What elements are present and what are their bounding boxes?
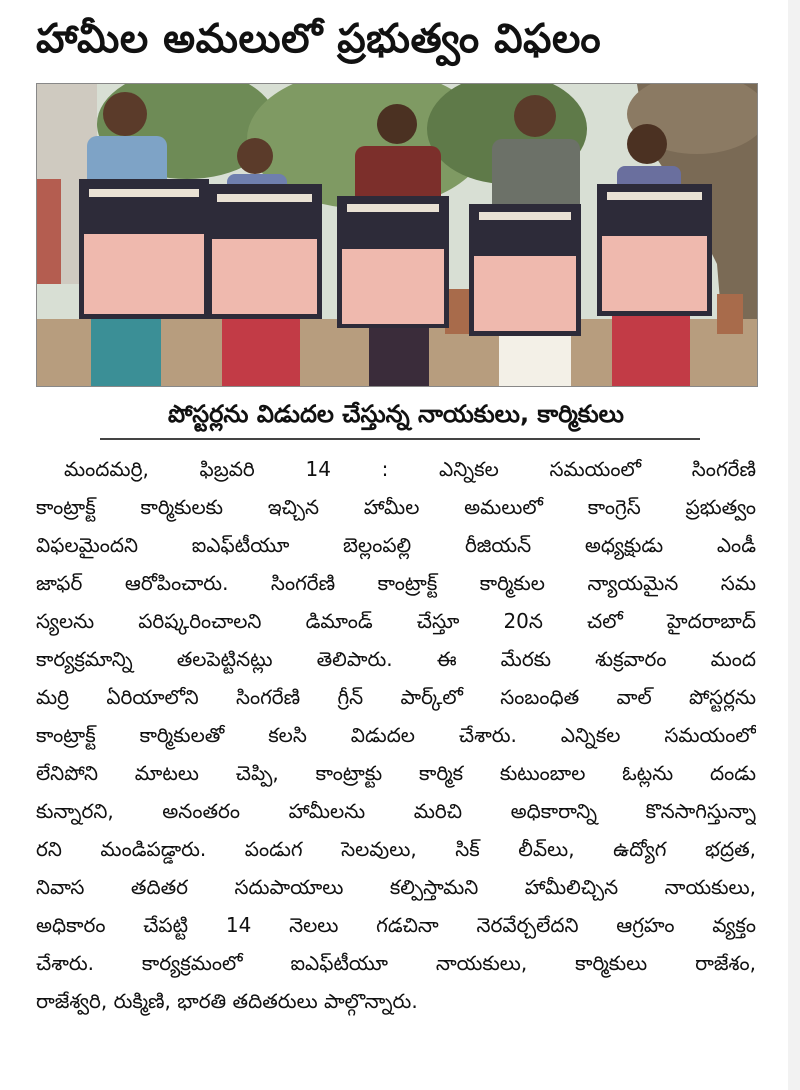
- plant-pot-right: [717, 294, 743, 334]
- poster-1-heading-strip: [89, 189, 199, 197]
- person-5-head: [627, 124, 667, 164]
- person-3-head: [377, 104, 417, 144]
- article-line: విఫలమైందని ఐఎఫ్‌టీయూ బెల్లంపల్లి రీజియన్ అధ్యక్షుడు ఎండీ: [36, 533, 756, 557]
- news-photo: [36, 83, 758, 387]
- poster-5-body: [602, 236, 707, 311]
- photo-caption: పోస్టర్లను విడుదల చేస్తున్న నాయకులు, కార్మికులు: [168, 400, 624, 428]
- page-edge: [788, 0, 800, 1090]
- article-line: రని మండిపడ్డారు. పండుగ సెలవులు, సిక్ లీవ్‌లు, ఉద్యోగ భద్రత,: [36, 837, 756, 861]
- poster-4: [469, 204, 581, 336]
- article-line: కాంట్రాక్ట్ కార్మికులతో కలసి విడుదల చేశారు. ఎన్నికల సమయంలో: [36, 723, 756, 747]
- article-line: అధికారం చేపట్టి 14 నెలలు గడచినా నెరవేర్చలేదని ఆగ్రహం వ్యక్తం: [36, 913, 756, 937]
- poster-3-body: [342, 249, 444, 324]
- person-1-skirt: [91, 314, 161, 386]
- poster-1: [79, 179, 209, 319]
- article-line: మర్రి ఏరియాలోని సింగరేణి గ్రీన్ పార్క్‌లో సంబంధిత వాల్ పోస్టర్లను: [36, 685, 756, 709]
- red-door: [37, 179, 61, 284]
- article-line: చేశారు. కార్యక్రమంలో ఐఎఫ్‌టీయూ నాయకులు, కార్మికులు రాజేశం,: [36, 951, 756, 975]
- poster-2: [207, 184, 322, 319]
- poster-1-body: [84, 234, 204, 314]
- article-line: కాంట్రాక్ట్ కార్మికులకు ఇచ్చిన హామీల అమలులో కాంగ్రెస్ ప్రభుత్వం: [36, 495, 756, 519]
- poster-4-body: [474, 256, 576, 331]
- article-line: రాజేశ్వరి, రుక్మిణి, భారతి తదితరులు పాల్గొన్నారు.: [36, 989, 418, 1013]
- poster-4-heading-strip: [479, 212, 571, 220]
- caption-divider: [100, 438, 700, 440]
- article-headline: హామీల అమలులో ప్రభుత్వం విఫలం: [36, 16, 602, 62]
- article-line: కార్యక్రమాన్ని తలపెట్టినట్లు తెలిపారు. ఈ మేరకు శుక్రవారం మంద: [36, 647, 756, 671]
- person-3-trousers: [369, 324, 429, 386]
- person-1-head: [103, 92, 147, 136]
- article-line: మందమర్రి, ఫిబ్రవరి 14 : ఎన్నికల సమయంలో సింగరేణి: [64, 457, 756, 481]
- photo-illustration: [37, 84, 757, 386]
- article-line: నివాస తదితర సదుపాయాలు కల్పిస్తామని హామీలిచ్చిన నాయకులు,: [36, 875, 756, 899]
- article-line: కున్నారని, అనంతరం హామీలను మరిచి అధికారాన్ని కొనసాగిస్తున్నా: [36, 799, 756, 823]
- poster-5-heading-strip: [607, 192, 702, 200]
- person-2-skirt: [222, 312, 300, 386]
- person-4-head: [514, 95, 556, 137]
- person-5-skirt: [612, 316, 690, 386]
- article-body: [36, 450, 756, 1020]
- poster-2-heading-strip: [217, 194, 312, 202]
- article-line: స్యలను పరిష్కరించాలని డిమాండ్ చేస్తూ 20న చలో హైదరాబాద్: [36, 609, 756, 633]
- person-2-head: [237, 138, 273, 174]
- poster-2-body: [212, 239, 317, 314]
- article-line: లేనిపోని మాటలు చెప్పి, కాంట్రాక్టు కార్మిక కుటుంబాల ఓట్లను దండు: [36, 761, 756, 785]
- poster-3: [337, 196, 449, 328]
- poster-3-heading-strip: [347, 204, 439, 212]
- poster-5: [597, 184, 712, 316]
- article-line: జాఫర్ ఆరోపించారు. సింగరేణి కాంట్రాక్ట్ కార్మికుల న్యాయమైన సమ: [36, 571, 756, 595]
